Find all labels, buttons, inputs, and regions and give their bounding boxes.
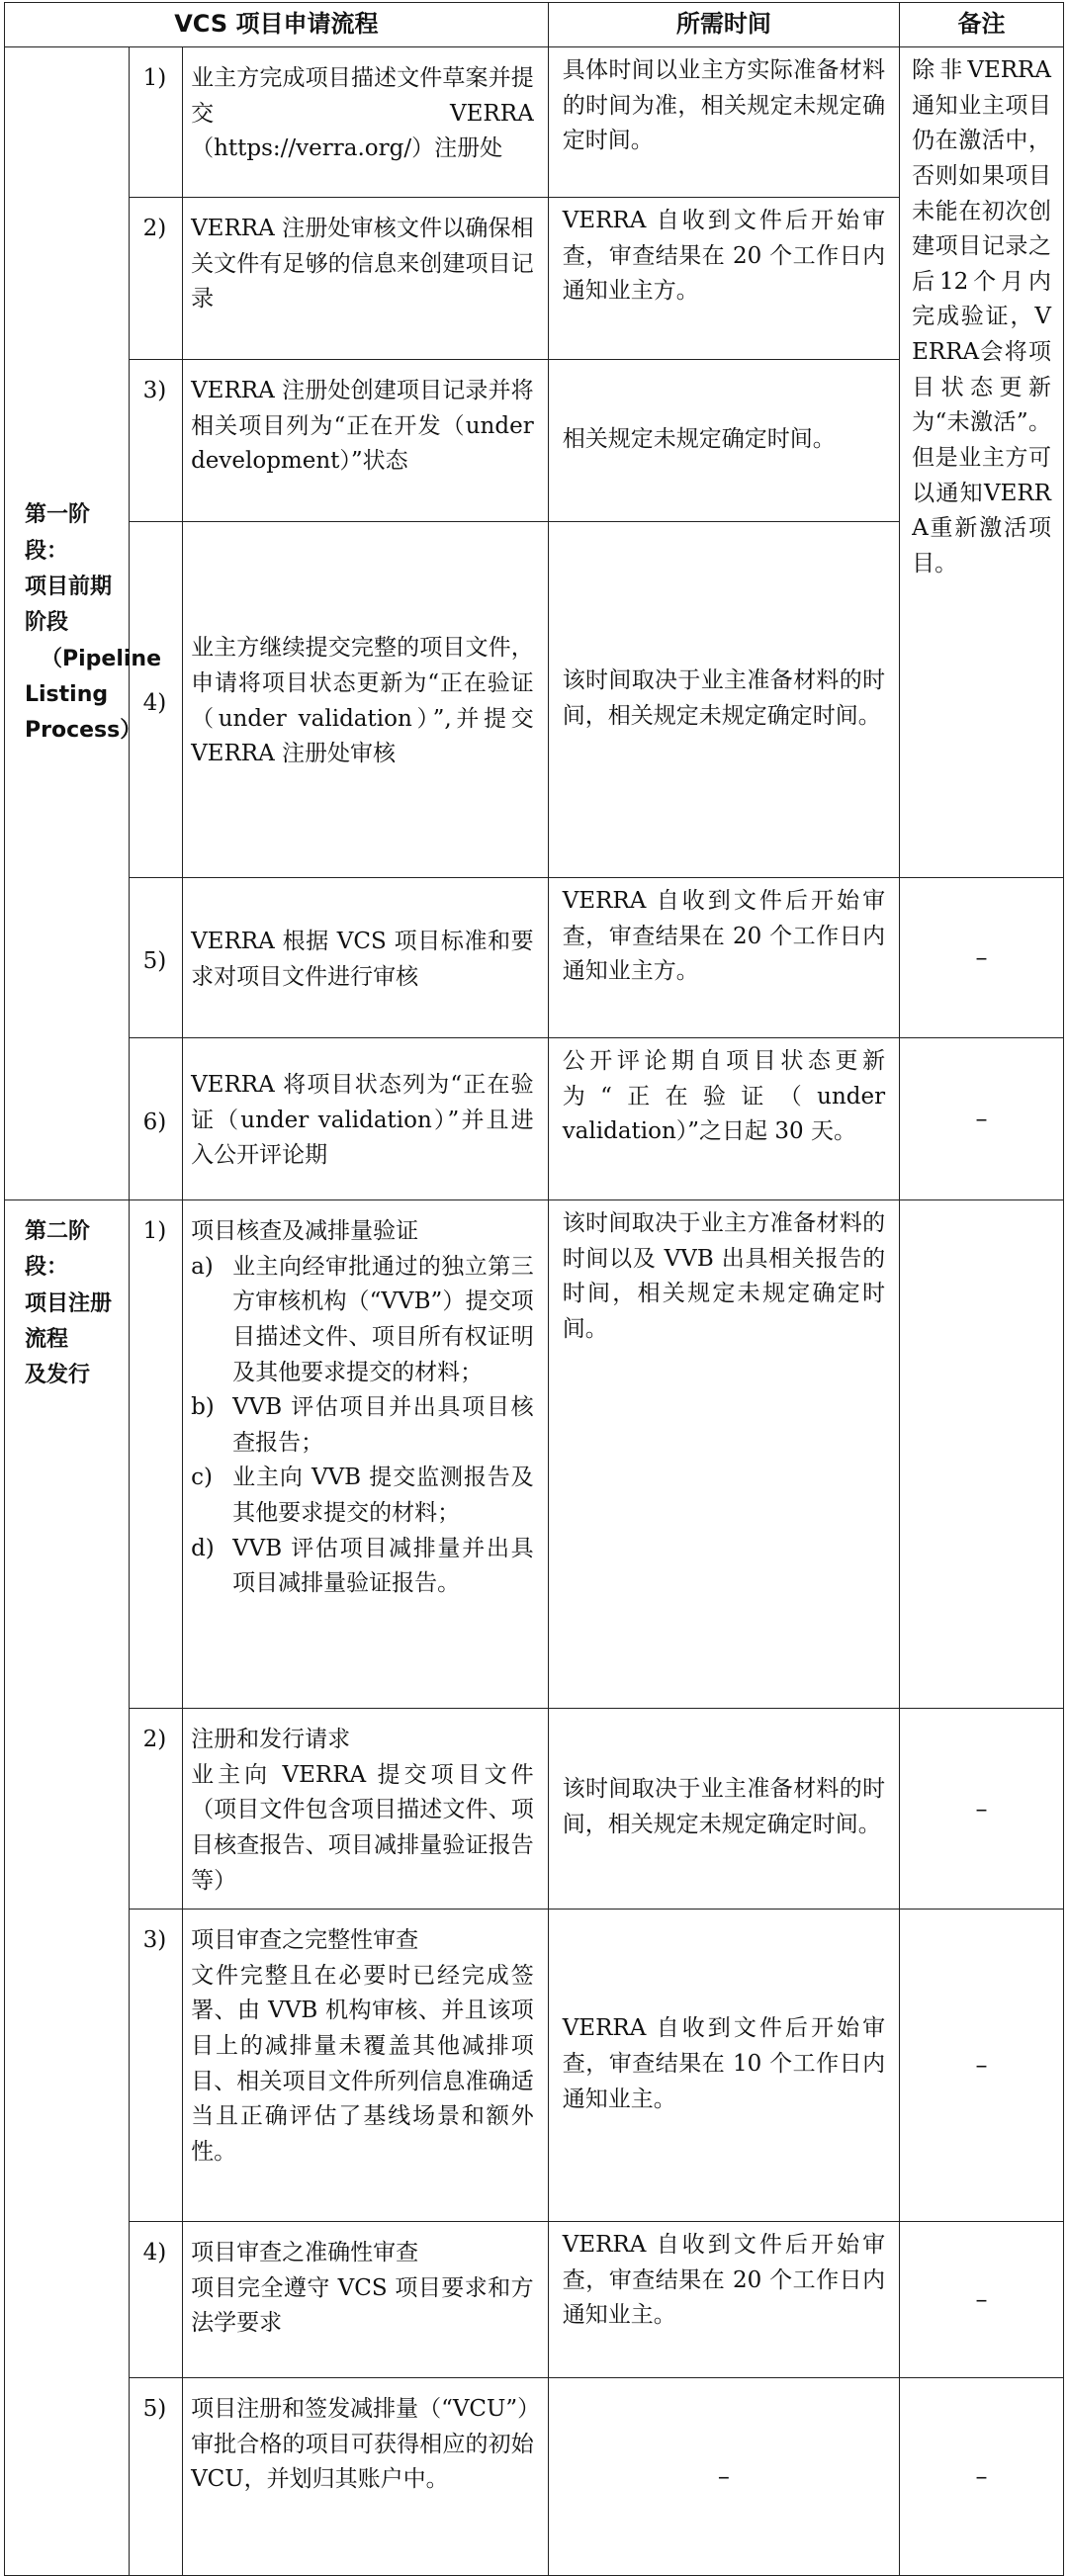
note-empty [900,1200,1064,1709]
step-time: 相关规定未规定确定时间。 [548,360,899,522]
step-title: 项目审查之准确性审查 [191,2240,419,2266]
step-description: VERRA 注册处创建项目记录并将相关项目列为“正在开发（under development）”状态 [183,360,549,522]
step-description: 业主方继续提交完整的项目文件，申请将项目状态更新为“正在验证（under validation）”,并提交 VERRA 注册处审核 [183,522,549,878]
step-number: 4) [129,2222,182,2378]
note-dash: – [900,1709,1064,1910]
step-description [183,2378,549,2576]
table-row [5,878,1064,1038]
note-dash: – [900,2378,1064,2576]
step-description: VERRA 根据 VCS 项目标准和要求对项目文件进行审核 [183,878,549,1038]
note-dash: – [900,2222,1064,2378]
step-number: 5) [129,2378,182,2576]
step-number: 2) [129,1709,182,1910]
step-description [183,1200,549,1709]
step-time: 该时间取决于业主准备材料的时间，相关规定未规定确定时间。 [548,1709,899,1910]
step-number: 4) [129,522,182,878]
list-item: c) 业主向 VVB 提交监测报告及其他要求提交的材料； [191,1465,534,1527]
step-time: 该时间取决于业主准备材料的时间，相关规定未规定确定时间。 [548,522,899,878]
step-time: 该时间取决于业主方准备材料的时间以及 VVB 出具相关报告的时间，相关规定未规定确定时间。 [548,1200,899,1709]
step-number: 1) [129,47,182,198]
step-description: VERRA 将项目状态列为“正在验证（under validation）”并且进入公开评论期 [183,1038,549,1200]
step-title: 注册和发行请求 [191,1727,351,1752]
step-time: VERRA 自收到文件后开始审查，审查结果在 20 个工作日内通知业主方。 [548,198,899,360]
table-row [5,2378,1064,2576]
step-time: 公开评论期自项目状态更新为“正在验证（under validation）”之日起 30 天。 [548,1038,899,1200]
step-title: 项目审查之完整性审查 [191,1927,419,1954]
table-row [5,47,1064,198]
step-text: 审批合格的项目可获得相应的初始 VCU，并划归其账户中。 [191,2431,534,2493]
step-text: 文件完整且在必要时已经完成签署、由 VVB 机构审核、并且该项目上的减排量未覆盖其他减排项目、相关项目文件所列信息准确适当且正确评估了基线场景和额外性。 [191,1962,534,2166]
stage1-label: 第一阶段： 项目前期阶段 （Pipeline Listing Process） [5,47,130,1200]
step-number: 1) [129,1200,182,1709]
step-number: 5) [129,878,182,1038]
step-text: 业主向 VERRA 提交项目文件（项目文件包含项目描述文件、项目核查报告、项目减排量验证报告等） [191,1761,534,1894]
vcs-process-table [4,2,1064,2576]
step-number: 2) [129,198,182,360]
step-title: 项目注册和签发减排量（“VCU”） [191,2396,541,2423]
step-title: 项目核查及减排量验证 [191,1218,419,1244]
step-time: 具体时间以业主方实际准备材料的时间为准，相关规定未规定确定时间。 [548,47,899,198]
step-number: 3) [129,1910,182,2222]
header-note: 备注 [900,3,1064,47]
table-header-row [5,3,1064,47]
time-dash: – [548,2378,899,2576]
header-time: 所需时间 [548,3,899,47]
table-row [5,1038,1064,1200]
step-description [183,1709,549,1910]
step-description: 业主方完成项目描述文件草案并提交 VERRA（https://verra.org/）注册处 [183,47,549,198]
table-row [5,2222,1064,2378]
list-item: d) VVB 评估项目减排量并出具项目减排量验证报告。 [191,1535,534,1597]
step-time: VERRA 自收到文件后开始审查，审查结果在 20 个工作日内通知业主方。 [548,878,899,1038]
step-description [183,1910,549,2222]
note-dash: – [900,1038,1064,1200]
header-process: VCS 项目申请流程 [5,3,549,47]
note-dash: – [900,878,1064,1038]
step-text: 项目完全遵守 VCS 项目要求和方法学要求 [191,2274,534,2337]
note-dash: – [900,1910,1064,2222]
step-number: 3) [129,360,182,522]
step-time: VERRA 自收到文件后开始审查，审查结果在 20 个工作日内通知业主。 [548,2222,899,2378]
stage1-note: 除非VERRA通知业主项目仍在激活中，否则如果项目未能在初次创建项目记录之后12个月内完成验证，VERRA会将项目状态更新为“未激活”。但是业主方可以通知VERRA重新激活项目。 [900,47,1064,878]
table-row [5,1709,1064,1910]
stage2-label: 第二阶段： 项目注册流程 及发行 [5,1200,130,2576]
list-item: a) 业主向经审批通过的独立第三方审核机构（“VVB”）提交项目描述文件、项目所有权证明及其他要求提交的材料； [191,1253,534,1385]
step-time: VERRA 自收到文件后开始审查，审查结果在 10 个工作日内通知业主。 [548,1910,899,2222]
table-row [5,1910,1064,2222]
step-description: VERRA 注册处审核文件以确保相关文件有足够的信息来创建项目记录 [183,198,549,360]
table-row [5,1200,1064,1709]
list-item: b) VVB 评估项目并出具项目核查报告； [191,1394,534,1456]
step-number: 6) [129,1038,182,1200]
step-description [183,2222,549,2378]
